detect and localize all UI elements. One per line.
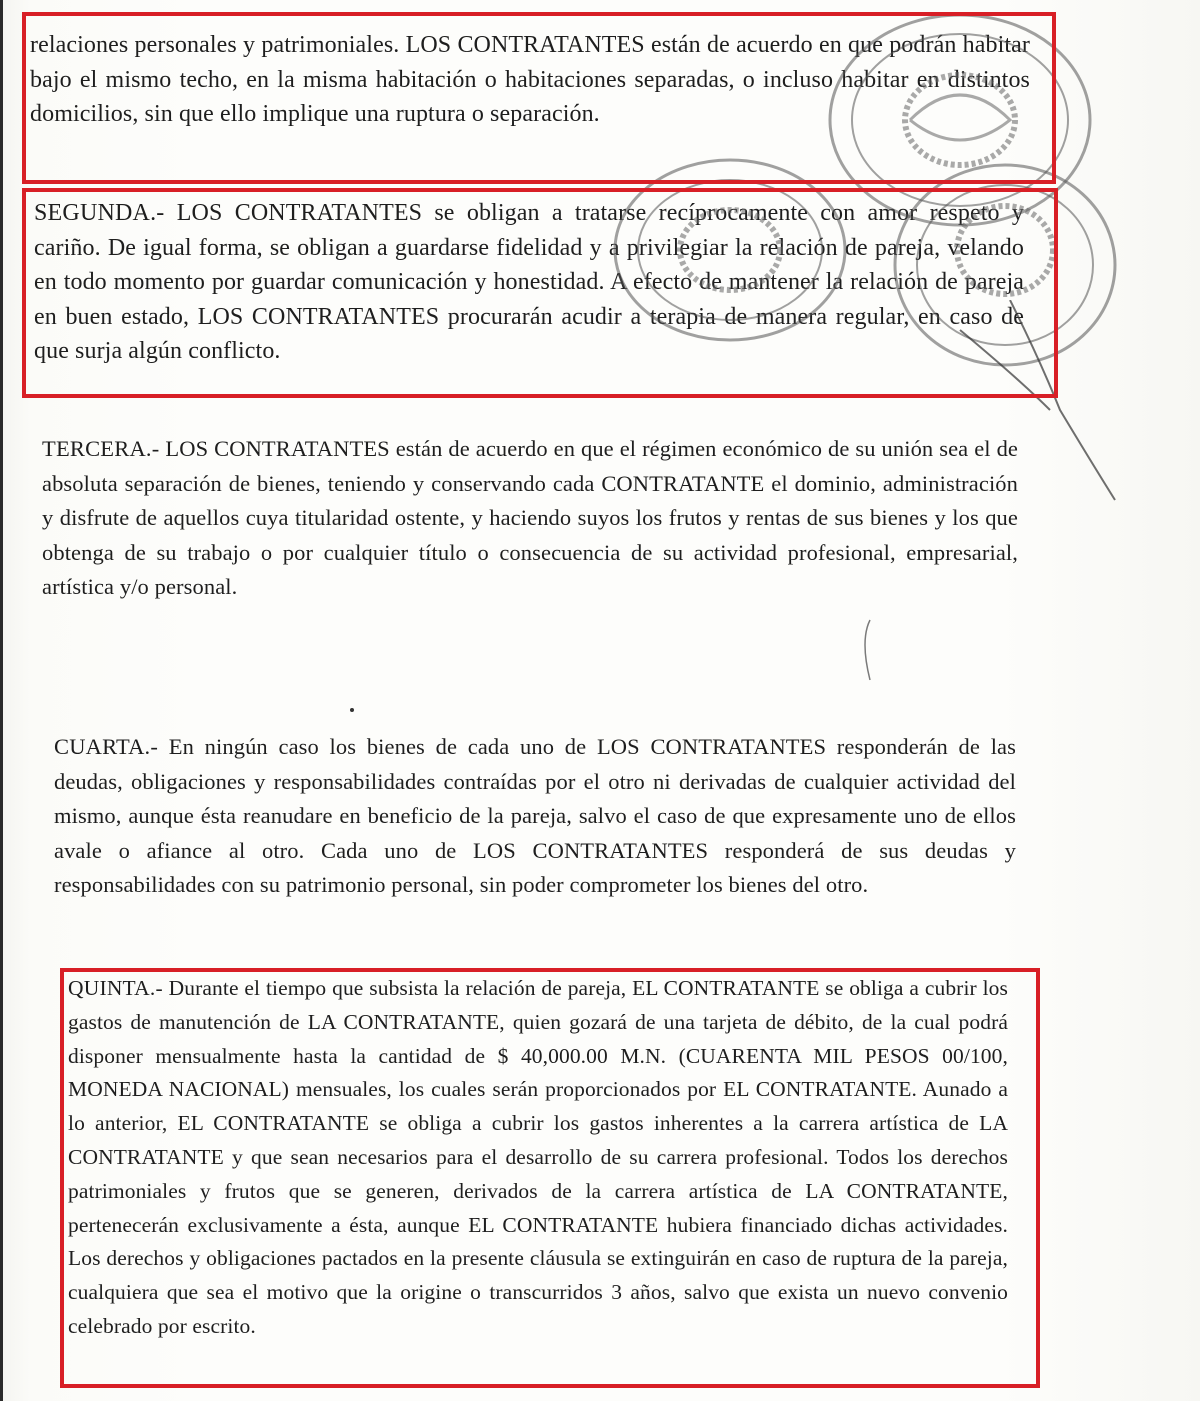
clause-quinta bbox=[68, 972, 1008, 1344]
clause-segunda-text: LOS CONTRATANTES se obligan a tratarse recíprocamente con amor respeto y cariño. De igual forma, se obligan a guardarse fidelidad y a privilegiar la relación de pareja, velando en todo momento por guardar comunicación y honestidad. A efecto de mantener la relación de pareja en buen estado, LOS CONTRATANTES procurarán acudir a terapia de manera regular, en caso de que surja algún conflicto. bbox=[34, 200, 1024, 364]
clause-tercera bbox=[42, 432, 1018, 605]
clause-segunda bbox=[34, 196, 1024, 369]
clause-cuarta bbox=[54, 730, 1016, 903]
page-edge bbox=[0, 0, 3, 1401]
clause-segunda-heading: SEGUNDA.- bbox=[34, 200, 165, 226]
clause-cuarta-text: En ningún caso los bienes de cada uno de LOS CONTRATANTES responderán de las deudas, obligaciones y responsabilidades contraídas por el otro ni derivadas de cualquier actividad del mismo, aunque ésta reanudare en beneficio de la pareja, salvo el caso de que expresamente uno de ellos avale o afiance al otro. Cada uno de LOS CONTRATANTES responderá de sus deudas y responsabilidades con su patrimonio personal, sin poder comprometer los bienes del otro. bbox=[54, 734, 1016, 897]
clause-intro-text: relaciones personales y patrimoniales. LOS CONTRATANTES están de acuerdo en que podrán habitar bajo el mismo techo, en la misma habitación o habitaciones separadas, o incluso habitar en distintos domicilios, sin que ello implique una ruptura o separación. bbox=[30, 32, 1030, 127]
clause-quinta-text: Durante el tiempo que subsista la relación de pareja, EL CONTRATANTE se obliga a cubrir los gastos de manutención de LA CONTRATANTE, quien gozará de una tarjeta de débito, de la cual podrá disponer mensualmente hasta la cantidad de $ 40,000.00 M.N. (CUARENTA MIL PESOS 00/100, MONEDA NACIONAL) mensuales, los cuales serán proporcionados por EL CONTRATANTE. Aunado a lo anterior, EL CONTRATANTE se obliga a cubrir los gastos inherentes a la carrera artística de LA CONTRATANTE y que sean necesarios para el desarrollo de su carrera profesional. Todos los derechos patrimoniales y frutos que se generen, derivados de la carrera artística de LA CONTRATANTE, pertenecerán exclusivamente a ésta, aunque EL CONTRATANTE hubiera financiado dichas actividades. Los derechos y obligaciones pactados en la presente cláusula se extinguirán en caso de ruptura de la pareja, cualquiera que sea el motivo que la origine o transcurridos 3 años, salvo que exista un nuevo convenio celebrado por escrito. bbox=[68, 976, 1008, 1338]
clause-intro-fragment bbox=[30, 28, 1030, 132]
clause-tercera-heading: TERCERA.- bbox=[42, 436, 160, 461]
ink-speck bbox=[350, 708, 354, 712]
clause-cuarta-heading: CUARTA.- bbox=[54, 734, 159, 759]
clause-quinta-heading: QUINTA.- bbox=[68, 976, 163, 1000]
clause-tercera-text: LOS CONTRATANTES están de acuerdo en que el régimen económico de su unión sea el de absoluta separación de bienes, teniendo y conservando cada CONTRATANTE el dominio, administración y disfrute de aquellos cuya titularidad ostente, y haciendo suyos los frutos y rentas de sus bienes y los que obtenga de su trabajo o por cualquier título o consecuencia de su actividad profesional, empresarial, artística y/o personal. bbox=[42, 436, 1019, 599]
